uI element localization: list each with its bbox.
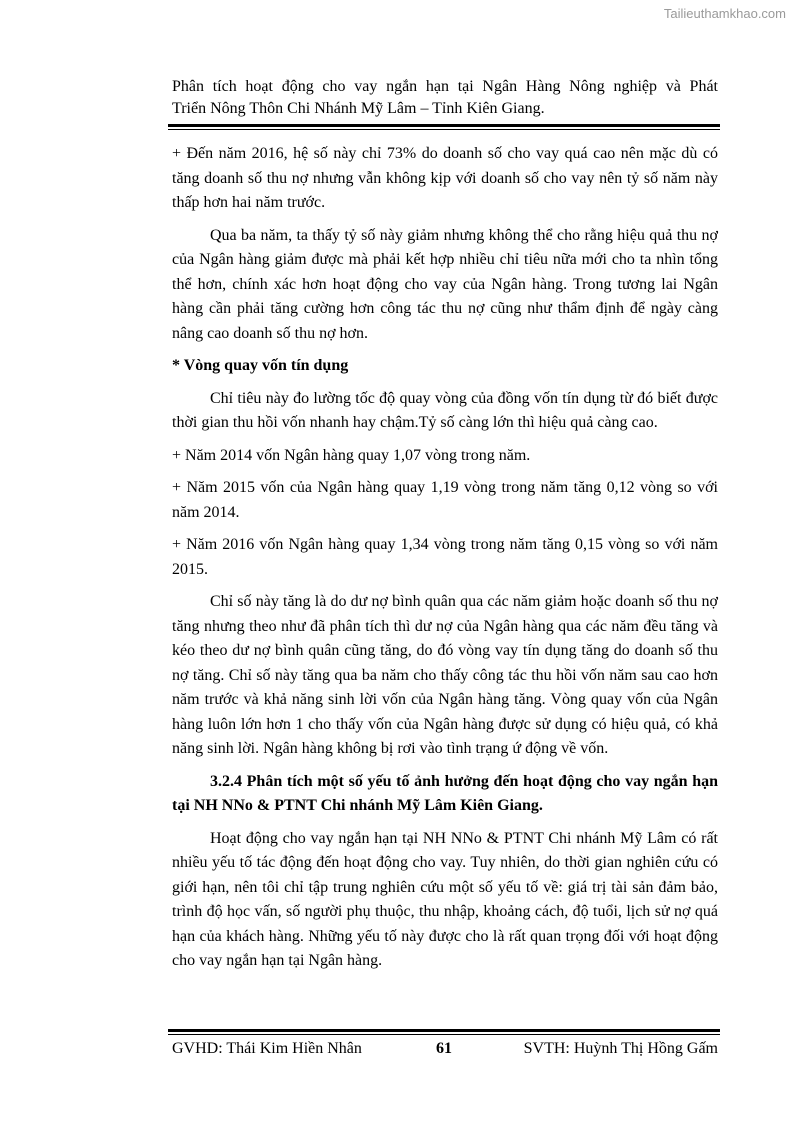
paragraph: + Năm 2016 vốn Ngân hàng quay 1,34 vòng trong năm tăng 0,15 vòng so với năm 2015. — [172, 536, 718, 578]
footer-advisor: GVHD: Thái Kim Hiền Nhân — [172, 1040, 362, 1057]
paragraph: Chỉ số này tăng là do dư nợ bình quân qua các năm giảm hoặc doanh số thu nợ tăng nhưng theo như đã phân tích thì dư nợ của Ngân hàng qua các năm đều tăng và kéo theo dư nợ bình quân cũng tăng, do đó vòng vay tín dụng tăng do doanh số thu nợ tăng. Chỉ số này tăng qua ba năm cho thấy công tác thu hồi vốn năm sau cao hơn năm trước và khả năng sinh lời vốn của Ngân hàng tăng. Vòng quay vốn của Ngân hàng luôn lớn hơn 1 cho thấy vốn của Ngân hàng được sử dụng có hiệu quả, có khả năng sinh lời. Ngân hàng không bị rơi vào tình trạng ứ động về vốn. — [172, 593, 718, 757]
page-footer — [172, 1039, 718, 1059]
section-heading: * Vòng quay vốn tín dụng — [172, 357, 349, 374]
header-rule-thick — [168, 124, 720, 127]
header-line-1: Phân tích hoạt động cho vay ngắn hạn tại Ngân Hàng Nông nghiệp và Phát — [172, 78, 718, 95]
paragraph: Qua ba năm, ta thấy tỷ số này giảm nhưng không thể cho rằng hiệu quả thu nợ của Ngân hàng giảm được mà phải kết hợp nhiều chỉ tiêu nữa mới cho ta nhìn tổng thể hơn, chính xác hơn hoạt động cho vay của Ngân hàng. Trong tương lai Ngân hàng cần phải tăng cường hơn công tác thu nợ cũng như thẩm định để ngày càng nâng cao doanh số thu nợ hơn. — [172, 226, 718, 342]
section-heading: 3.2.4 Phân tích một số yếu tố ảnh hưởng đến hoạt động cho vay ngắn hạn tại NH NNo & PTNT Chi nhánh Mỹ Lâm Kiên Giang. — [172, 772, 718, 814]
page-header — [172, 76, 718, 120]
footer-rule-thin — [168, 1034, 720, 1035]
header-rule-thin — [168, 129, 720, 130]
paragraph: + Năm 2015 vốn của Ngân hàng quay 1,19 vòng trong năm tăng 0,12 vòng so với năm 2014. — [172, 479, 718, 521]
footer-rule-thick — [168, 1029, 720, 1032]
paragraph: Hoạt động cho vay ngắn hạn tại NH NNo & PTNT Chi nhánh Mỹ Lâm có rất nhiều yếu tố tác động đến hoạt động cho vay. Tuy nhiên, do thời gian nghiên cứu có giới hạn, nên tôi chỉ tập trung nghiên cứu một số yếu tố về: giá trị tài sản đảm bảo, trình độ học vấn, số người phụ thuộc, thu nhập, khoảng cách, độ tuổi, lịch sử nợ quá hạn của khách hàng. Những yếu tố này được cho là rất quan trọng đối với hoạt động cho vay ngắn hạn tại Ngân hàng. — [172, 829, 718, 969]
paragraph: + Đến năm 2016, hệ số này chỉ 73% do doanh số cho vay quá cao nên mặc dù có tăng doanh số thu nợ nhưng vẫn không kịp với doanh số cho vay nên tỷ số năm này thấp hơn hai năm trước. — [172, 145, 718, 211]
watermark: Tailieuthamkhao.com — [663, 6, 786, 21]
paragraph: Chỉ tiêu này đo lường tốc độ quay vòng của đồng vốn tín dụng từ đó biết được thời gian thu hồi vốn nhanh hay chậm.Tỷ số càng lớn thì hiệu quả càng cao. — [172, 389, 718, 431]
page-number: 61 — [436, 1040, 452, 1057]
footer-student: SVTH: Huỳnh Thị Hồng Gấm — [523, 1040, 718, 1057]
header-line-2: Triển Nông Thôn Chi Nhánh Mỹ Lâm – Tỉnh Kiên Giang. — [172, 100, 545, 117]
paragraph: + Năm 2014 vốn Ngân hàng quay 1,07 vòng trong năm. — [172, 446, 531, 464]
page-body — [172, 142, 718, 982]
